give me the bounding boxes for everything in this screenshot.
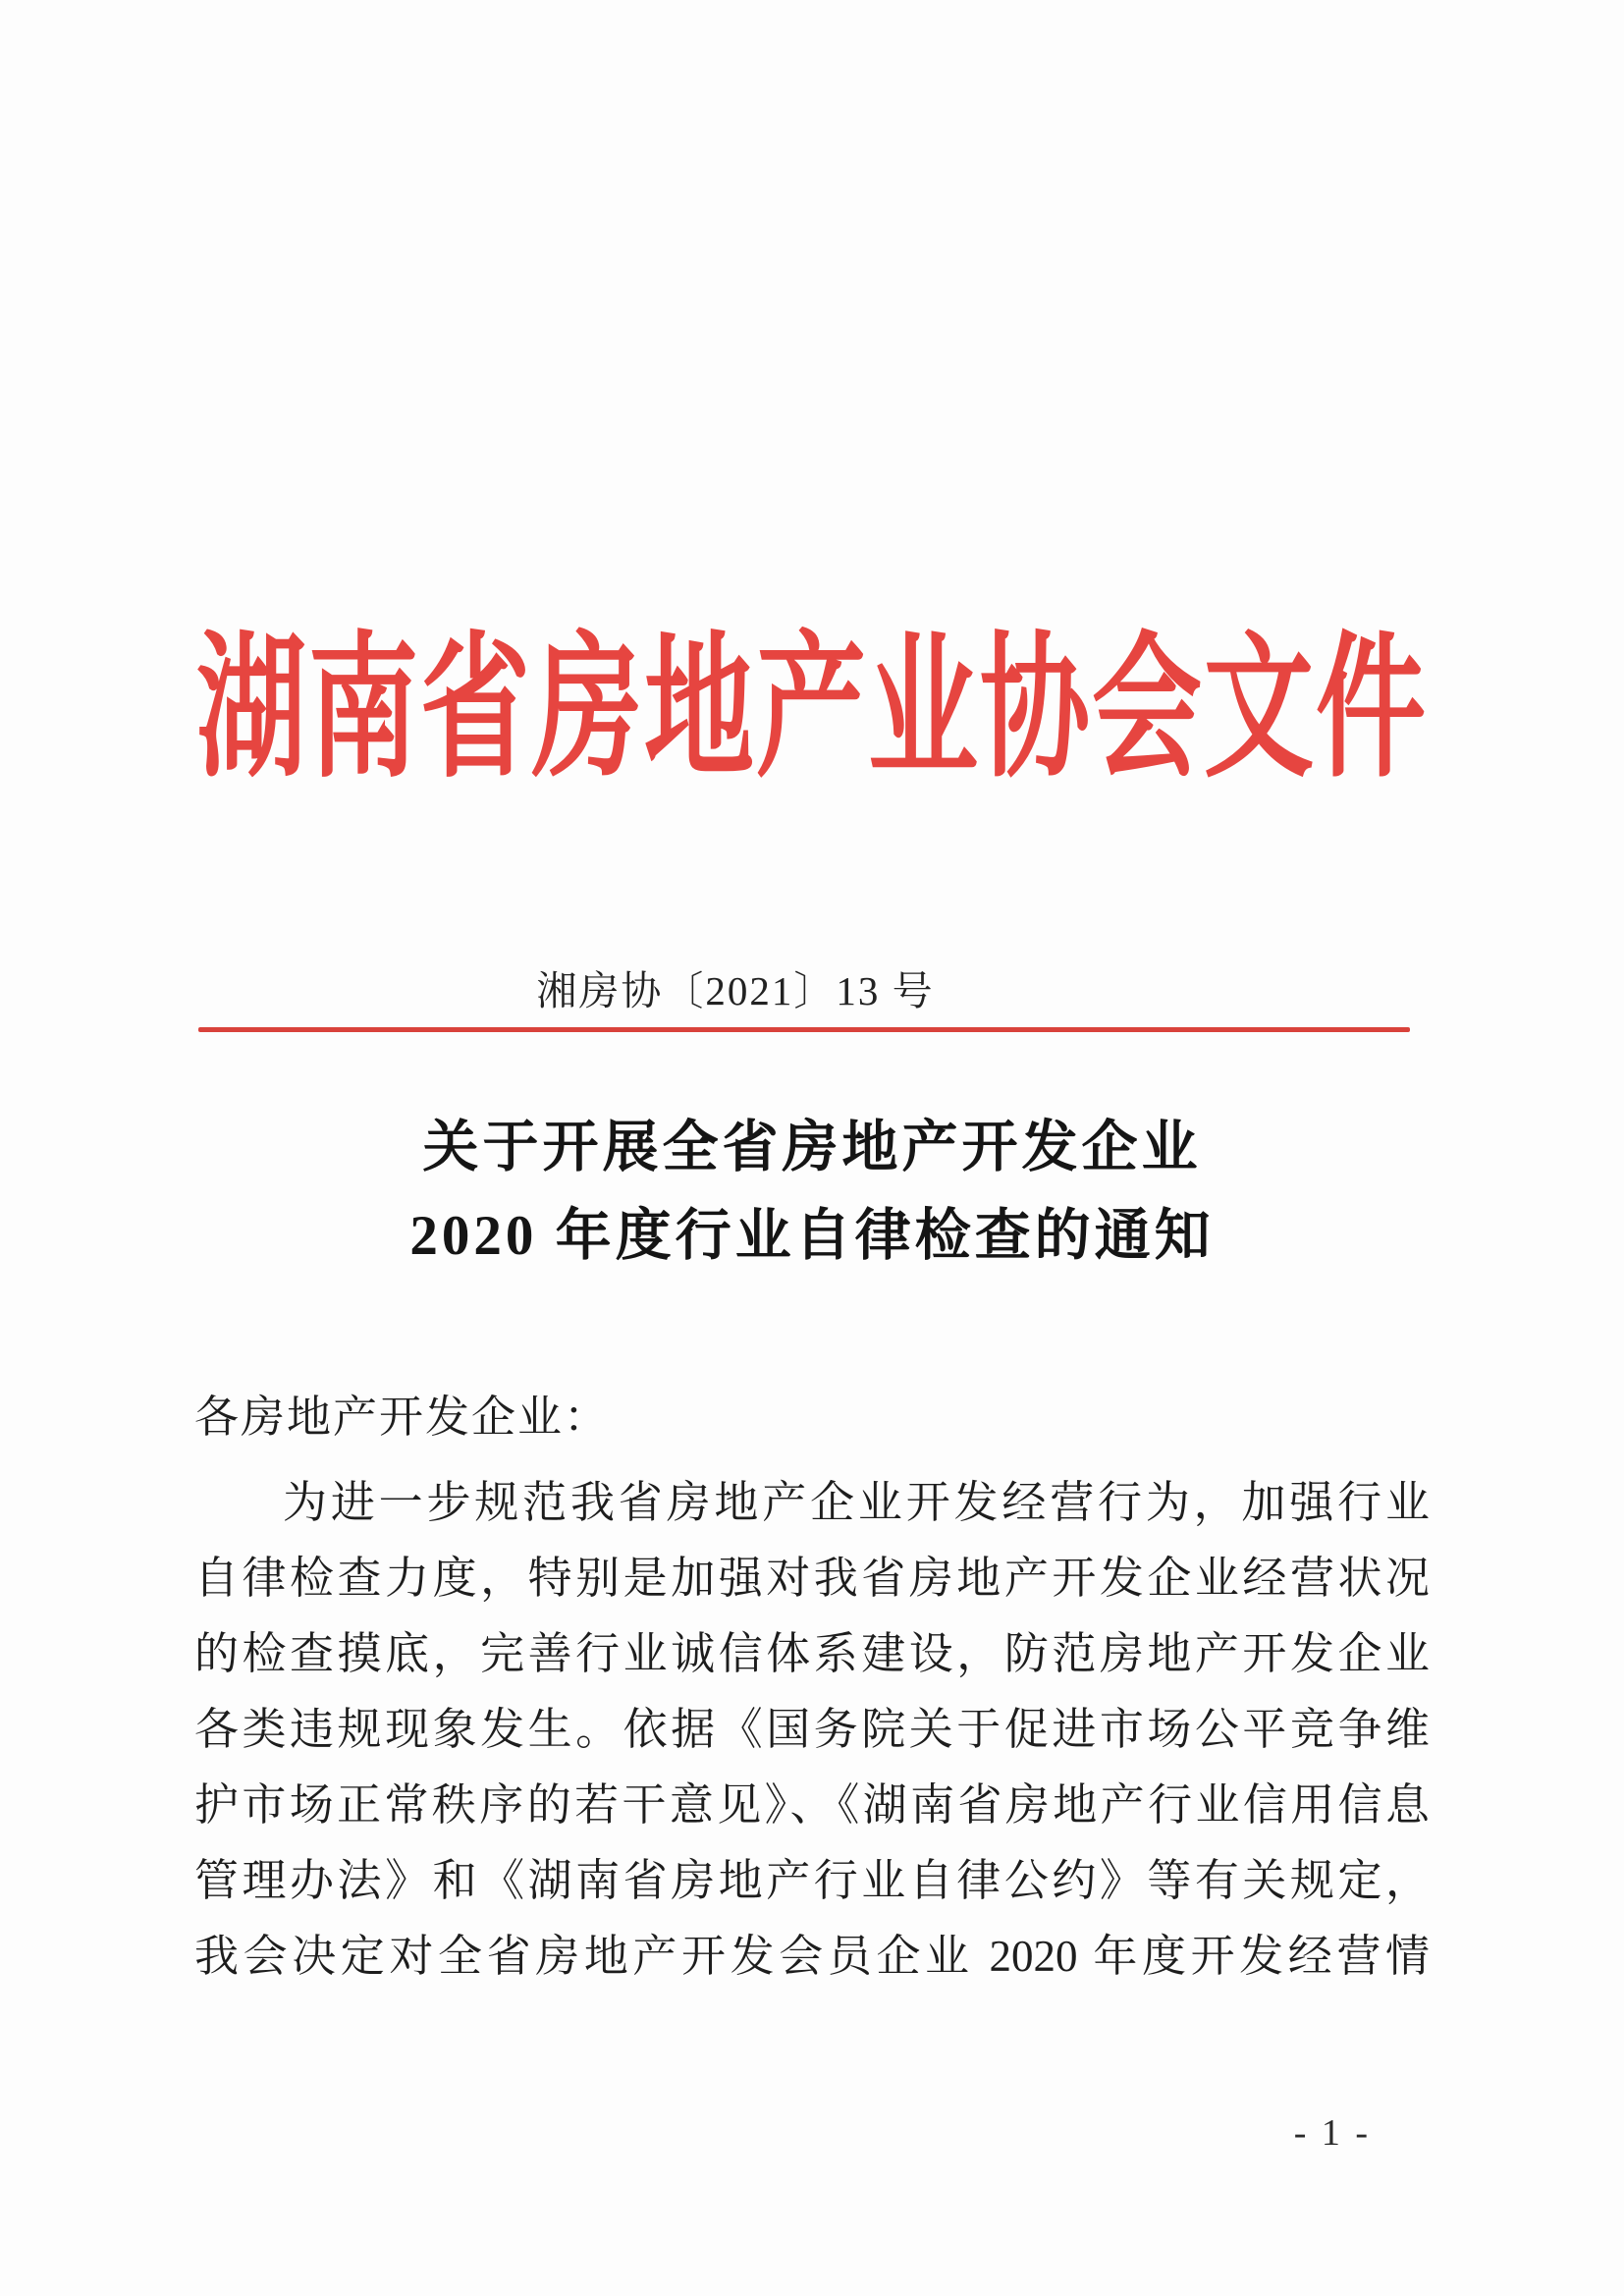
body-line: 的检查摸底，完善行业诚信体系建设，防范房地产开发企业	[194, 1629, 1430, 1678]
body-line: 我会决定对全省房地产开发会员企业 2020 年度开发经营情	[194, 1932, 1430, 1981]
body-line: 自律检查力度，特别是加强对我省房地产开发企业经营状况	[194, 1554, 1430, 1603]
page-number: - 1 -	[1293, 2112, 1371, 2154]
red-divider-line	[198, 1027, 1410, 1032]
notice-title-line-1: 关于开展全省房地产开发企业	[422, 1117, 1202, 1178]
notice-title	[0, 1104, 1624, 1281]
body-line: 各类违规现象发生。依据《国务院关于促进市场公平竞争维	[194, 1705, 1430, 1754]
notice-title-line-2: 2020 年度行业自律检查的通知	[409, 1205, 1215, 1267]
body-text	[194, 1465, 1430, 1995]
body-line: 为进一步规范我省房地产企业开发经营行为，加强行业	[283, 1478, 1430, 1527]
salutation: 各房地产开发企业：	[194, 1393, 611, 1442]
doc-reference-number: 湘房协〔2021〕13 号	[536, 968, 935, 1013]
body-line: 护市场正常秩序的若干意见》、《湖南省房地产行业信用信息	[194, 1780, 1430, 1830]
red-masthead-title: 湖南省房地产业协会文件	[196, 624, 1428, 797]
body-line: 管理办法》和《湖南省房地产行业自律公约》等有关规定，	[194, 1856, 1430, 1905]
